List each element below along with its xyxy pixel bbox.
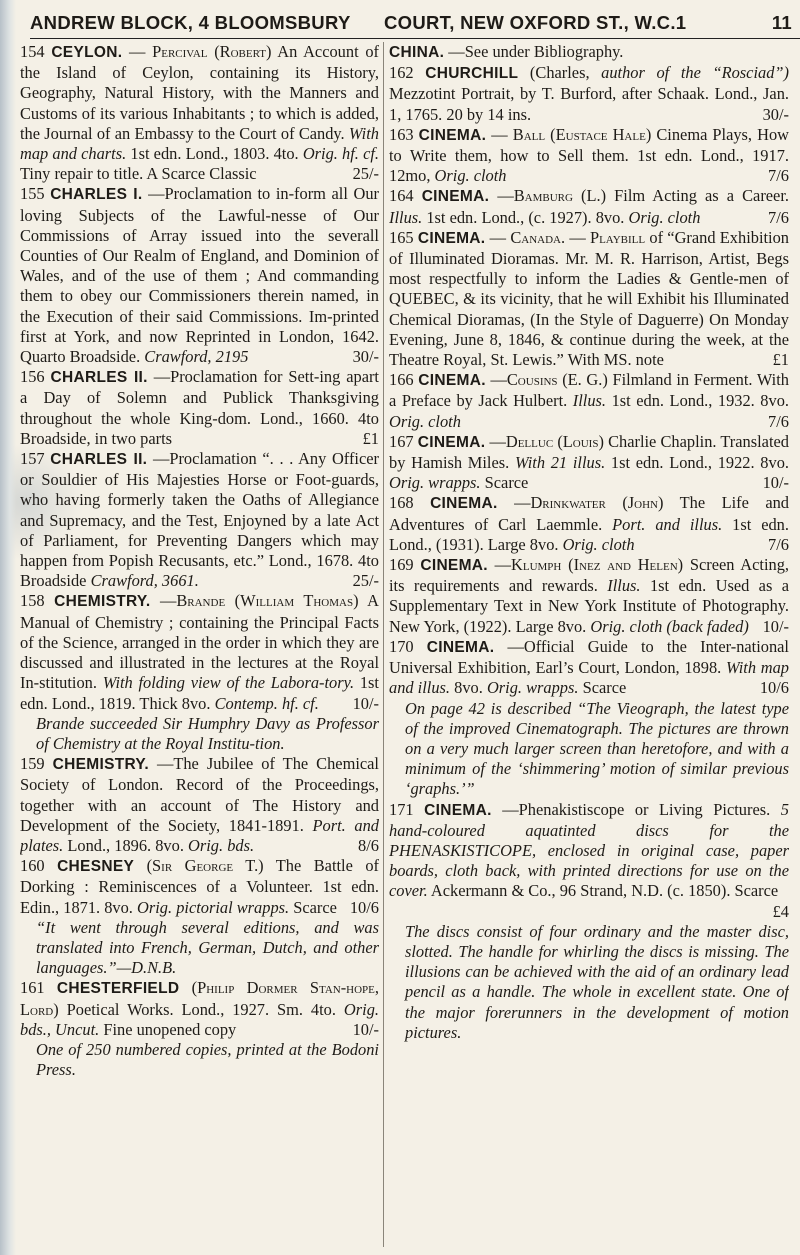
entry-price: 7/6 — [768, 411, 789, 431]
entry-number: 161 — [20, 978, 45, 998]
entry-text: —Proclamation “. . . Any Officer or Souldier of His Majesties Horse or Foot-guards, who having formerly taken the Oaths of Allegiance and Supremacy, and the Test, Enjoyned by a late Act of Parliament, for Preventing Dangers which may happen from Popish Recusants, etc.” Lond., 1678. 4to Broadside — [20, 449, 379, 591]
catalogue-entry — [20, 591, 379, 713]
entry-number: 156 — [20, 367, 45, 387]
entry-text: —Official Guide to the Inter-national Universal Exhibition, Earl’s Court, London, 1898. — [389, 636, 789, 678]
entry-price: 25/- — [352, 164, 379, 184]
entry-text: An Account of the Island of Ceylon, containing its History, Geography, Natural History, with the Manners and Customs of its various Inhabitants ; to which is added, the Journal of an Embassy to the Court of Candy. — [20, 42, 379, 143]
entry-text-2: 1st edn. Lond., (1931). Large 8vo. — [389, 514, 789, 554]
catalogue-entry — [389, 228, 789, 370]
entry-author: —Drinkwater (John) — [514, 493, 664, 513]
entry-text: —Phenakistiscope or Living Pictures. — [502, 799, 771, 819]
entry-author: —Delluc (Louis) — [489, 431, 604, 451]
entry-text: —See under Bibliography. — [448, 42, 624, 61]
entry-number: 162 — [389, 63, 414, 83]
page-edge-shadow — [0, 0, 16, 1255]
entry-italic-2: Orig. hf. cf. — [302, 144, 379, 164]
entry-note: Brande succeeded Sir Humphry Davy as Professor of Chemistry at the Royal Institu-tion. — [36, 713, 379, 753]
entry-heading: CINEMA. — [418, 372, 486, 390]
entry-heading: CINEMA. — [426, 638, 495, 656]
entry-number: 165 — [389, 227, 414, 247]
entry-price: £1 — [772, 350, 789, 370]
entry-italic: With map and illus. — [389, 658, 789, 698]
header-left: ANDREW BLOCK, 4 BLOOMSBURY — [30, 12, 351, 33]
entry-number: 164 — [389, 186, 414, 206]
catalogue-entry — [389, 370, 789, 432]
entry-italic-2: Orig. bds. — [188, 835, 255, 855]
catalogue-entry — [389, 493, 789, 555]
page-number: 11 — [771, 12, 792, 33]
entry-price: 7/6 — [768, 534, 789, 554]
left-column — [20, 42, 379, 1247]
entry-number: 169 — [389, 555, 414, 575]
entry-text: Screen Acting, its requirements and rewards. — [389, 555, 789, 596]
entry-italic-2: Orig. wrapps. — [486, 678, 579, 698]
catalogue-entry — [389, 800, 789, 922]
entry-heading: CEYLON. — [51, 44, 123, 61]
entry-price: 7/6 — [768, 207, 789, 227]
entry-text: The Battle of Dorking : Reminiscences of a Volunteer. 1st edn. Edin., 1871. 8vo. — [20, 856, 379, 917]
entry-text: —Proclamation for Sett-ing apart a Day of Solemn and Publick Thanksgiving throughout the whole King-dom. Lond., 1660. 4to Broadside, in two parts — [20, 367, 379, 448]
catalogue-entry — [389, 186, 789, 227]
entry-heading: CHEMISTRY. — [52, 756, 149, 774]
entry-author: —Cousins (E. G.) — [490, 370, 608, 390]
entry-text: of “Grand Exhibition of Illuminated Dioramas. Mr. M. R. Harrison, Artist, Begs most respectfully to inform the Ladies & Gentle-men of QUEBEC, & its vicinity, that he will Exhibit his Illuminated Chemical Dioramas, (In the Style of Daguerre) On Monday Evening, June 8, 1846, & continue during the week, at the Theatre Royal, St. Lewis.” With MS. note — [389, 227, 789, 370]
entry-text: Cinema Plays, How to Write them, how to Sell them. 1st edn. Lond., 1917. 12mo, — [389, 124, 789, 186]
entry-note: The discs consist of four ordinary and the master disc, slotted. The handle for whirling the discs is missing. The illusions can be achieved with the aid of an ordinary lead pencil as a handle. The whole in excellent state. One of the major forerunners in the development of motion pictures. — [405, 921, 789, 1042]
entry-author: —Klumph (Inez and Helen) — [494, 555, 684, 575]
entry-price: 25/- — [352, 571, 379, 591]
entry-price: 7/6 — [768, 166, 789, 186]
entry-text: Poetical Works. Lond., 1927. Sm. 4to. — [66, 999, 336, 1019]
entry-number: 154 — [20, 42, 45, 61]
entry-italic: 5 hand-coloured aquatinted discs for the PHENASKISTICOPE, enclosed in original case, paper boards, cloth back, with printed directions for use on the cover. — [389, 799, 789, 901]
entry-author: —Brande (William Thomas) — [159, 591, 359, 611]
catalogue-entry — [20, 754, 379, 856]
entry-number: 170 — [389, 636, 414, 656]
entry-text-3: Scarce — [484, 473, 529, 493]
entry-heading: CINEMA. — [418, 126, 487, 144]
catalogue-entry — [20, 978, 379, 1040]
header-right: COURT, NEW OXFORD ST., W.C.1 — [384, 12, 687, 33]
entry-text: Filmland in Ferment. With a Preface by Jack Hulbert. — [389, 370, 789, 411]
catalogue-entry — [389, 555, 789, 637]
entry-price: 10/- — [762, 616, 789, 636]
entry-italic-2: Orig. cloth — [628, 207, 701, 227]
entry-price: 8/6 — [358, 835, 379, 855]
entry-italic-2: Orig. cloth (back faded) — [590, 616, 749, 636]
entry-text: Charlie Chaplin. Translated by Hamish Miles. — [389, 431, 789, 473]
entry-italic-2: Crawford, 3661. — [90, 571, 199, 591]
entry-price: 10/- — [352, 1019, 379, 1039]
entry-number: 159 — [20, 754, 45, 774]
entry-text-3: Tiny repair to title. A Scarce Classic — [20, 164, 257, 184]
entry-number: 155 — [20, 184, 45, 204]
entry-text-2: Fine unopened copy — [103, 1019, 237, 1039]
catalogue-entry — [389, 42, 789, 63]
entry-italic-2: Orig. cloth — [562, 534, 635, 554]
entry-text: A Manual of Chemistry ; containing the Principal Facts of the Science, arranged in the order in which they are discussed and illustrated in the lectures at the Royal In-stitution. — [20, 591, 379, 693]
entry-price: 10/- — [352, 693, 379, 713]
entry-text-2: Mezzotint Portrait, by T. Burford, after Schaak. Lond., Jan. 1, 1765. 20 by 14 ins. — [389, 84, 789, 124]
entry-heading: CINEMA. — [420, 557, 488, 575]
entry-text-2: 1st edn. Lond., 1819. Thick 8vo. — [20, 673, 379, 713]
entry-italic: With folding view of the Labora-tory. — [102, 673, 355, 693]
entry-text: —Proclamation to in-form all Our loving Subjects of the Lawful-nesse of Our Commissions of Array issued into the severall Counties of Our Realm of England, and Dominion of Wales, and of the use of them ; And commanding them to obey our Commissioners therein named, in the Execution of their said Commissions. Im-printed first at York, and now Reprinted in London, 1642. Quarto Broadside. — [20, 184, 379, 367]
entry-price: 30/- — [352, 347, 379, 367]
entry-heading: CHESTERFIELD — [56, 980, 180, 998]
entry-number: 157 — [20, 449, 45, 469]
entry-text-2: 1st edn. Lond., 1932. 8vo. — [611, 391, 789, 411]
entry-price: £4 — [772, 901, 789, 921]
entry-italic-2: Orig. wrapps. — [389, 473, 481, 493]
entry-heading: CHURCHILL — [425, 65, 519, 83]
entry-text: The Life and Adventures of Carl Laemmle. — [389, 493, 789, 534]
entry-author: (Sir George T.) — [146, 856, 264, 876]
entry-note: “It went through several editions, and was translated into French, German, Dutch, and other languages.”—D.N.B. — [36, 917, 379, 978]
entry-price: 10/6 — [759, 678, 789, 698]
entry-italic-2: Orig. cloth — [389, 411, 461, 431]
entry-text-2: 1st edn. Used as a Supplementary Text in New York Institute of Photography. New York, (1922). Large 8vo. — [389, 576, 789, 636]
entry-author: (Philip Dormer Stan-hope, Lord) — [20, 978, 379, 1019]
entry-italic: Port. and plates. — [20, 815, 379, 855]
catalogue-entry — [20, 42, 379, 184]
entry-text-2: 1st edn. Lond., 1803. 4to. — [130, 144, 299, 164]
column-divider — [383, 42, 384, 1247]
entry-number: 160 — [20, 856, 45, 876]
entry-heading: CINEMA. — [430, 495, 498, 513]
entry-number: 158 — [20, 591, 45, 611]
entry-text-2: 1st edn. Lond., (c. 1927). 8vo. — [426, 207, 625, 227]
entry-text-2: 8vo. — [454, 678, 483, 698]
running-header — [30, 4, 800, 39]
entry-price: 30/- — [762, 104, 789, 124]
entry-italic: Orig. cloth — [434, 166, 507, 186]
entry-text-2: Scarce — [293, 897, 337, 917]
entry-italic: With map and charts. — [20, 123, 379, 164]
entry-heading: CINEMA. — [421, 188, 490, 206]
entry-heading: CHARLES I. — [50, 186, 143, 204]
catalogue-entry — [389, 637, 789, 699]
entry-number: 166 — [389, 370, 414, 390]
entry-heading: CHEMISTRY. — [54, 593, 151, 611]
entry-heading: CHARLES II. — [50, 451, 148, 469]
entry-number: 167 — [389, 431, 414, 451]
entry-italic: With 21 illus. — [514, 453, 606, 473]
entry-price: £1 — [362, 428, 379, 448]
entry-italic: Illus. — [607, 576, 641, 596]
entry-author: — Ball (Eustace Hale) — [491, 124, 652, 144]
entry-author: — Percival (Robert) — [129, 42, 272, 61]
entry-heading: CHARLES II. — [50, 369, 148, 387]
entry-author: — Canada. — Playbill — [489, 227, 646, 247]
entry-italic: Orig. pictorial wrapps. — [137, 897, 290, 917]
right-column — [389, 42, 789, 1247]
entry-italic: Illus. — [389, 207, 423, 227]
entry-heading: CHESNEY — [57, 858, 135, 876]
entry-price: 10/- — [762, 473, 789, 493]
catalogue-entry — [20, 449, 379, 591]
entry-number: 163 — [389, 124, 414, 144]
entry-text-3: Scarce — [582, 678, 627, 698]
entry-heading: CINEMA. — [424, 801, 492, 819]
entry-text: Film Acting as a Career. — [614, 186, 789, 206]
entry-heading: CINEMA. — [417, 229, 486, 247]
catalogue-entry — [389, 432, 789, 494]
entry-text-2: Lond., 1896. 8vo. — [67, 835, 184, 855]
entry-note: One of 250 numbered copies, printed at the Bodoni Press. — [36, 1039, 379, 1080]
entry-text: —The Jubilee of The Chemical Society of London. Record of the Proceedings, together with an account of The History and Development of the Society, 1841-1891. — [20, 754, 379, 835]
entry-heading: CINEMA. — [417, 433, 486, 451]
entry-italic-2: Contemp. hf. cf. — [214, 693, 319, 713]
entry-number: 168 — [389, 493, 414, 513]
catalogue-entry — [20, 184, 379, 367]
entry-note: On page 42 is described “The Vieograph, the latest type of the improved Cinematograph. The pictures are thrown on a very much larger screen than heretofore, and with a minimum of the ‘shimmering’ motion of similar previous ‘graphs.’” — [405, 698, 789, 799]
entry-italic-2: Crawford, 2195 — [144, 347, 249, 367]
entry-heading: CHINA. — [389, 44, 445, 61]
catalogue-entry — [389, 125, 789, 187]
entry-text-2: 1st edn. Lond., 1922. 8vo. — [610, 453, 789, 473]
entry-italic: Illus. — [572, 391, 607, 411]
entry-italic: Orig. bds., Uncut. — [20, 999, 379, 1039]
catalogue-entry — [20, 367, 379, 449]
entry-text: (Charles, — [529, 63, 590, 83]
entry-price: 10/6 — [349, 897, 379, 917]
entry-text-2: Ackermann & Co., 96 Strand, N.D. (c. 1850). Scarce — [430, 881, 779, 901]
entry-italic: Port. and illus. — [612, 514, 723, 534]
catalogue-entry — [20, 856, 379, 918]
entry-author: —Bamburg (L.) — [497, 186, 607, 206]
entry-number: 171 — [389, 799, 414, 819]
catalogue-entry — [389, 63, 789, 125]
entry-italic: author of the “Rosciad”) — [601, 63, 789, 83]
